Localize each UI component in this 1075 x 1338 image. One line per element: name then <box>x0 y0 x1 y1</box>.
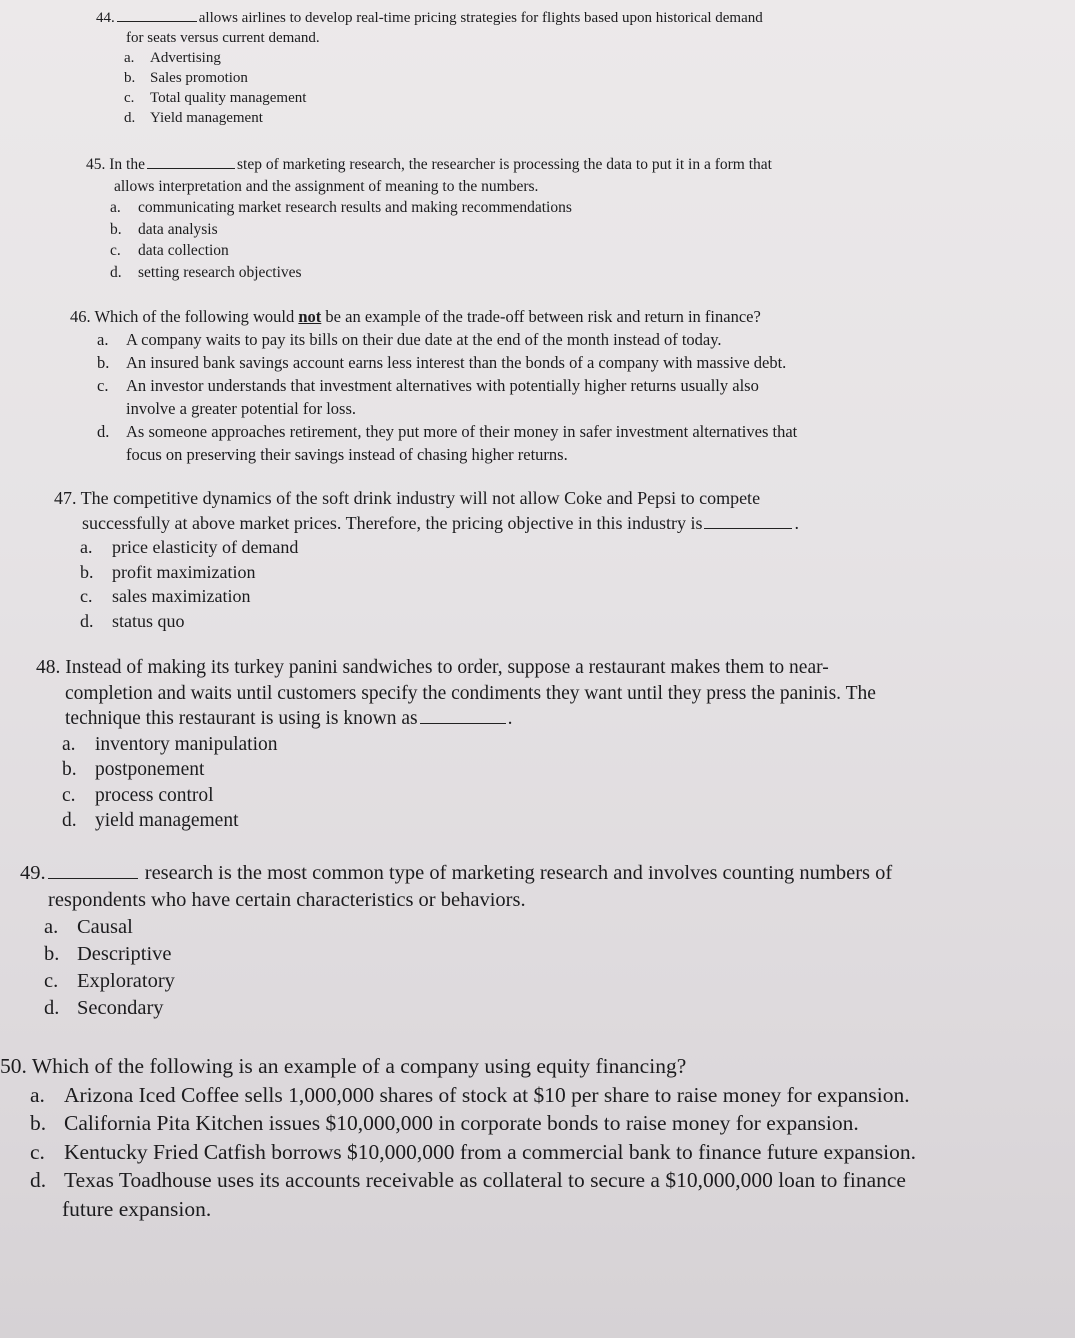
option-c-continued: involve a greater potential for loss. <box>126 399 357 418</box>
option-a: a. communicating market research results and making recommendations <box>110 199 572 216</box>
option-a: a. inventory manipulation <box>62 733 278 755</box>
question-46 <box>70 305 797 466</box>
question-48 <box>36 655 876 834</box>
stem-text-continued: completion and waits until customers specify the condiments they want until they press the paninis. The <box>65 682 876 704</box>
option-c: c. Kentucky Fried Catfish borrows $10,000,000 from a commercial bank to finance future expansion. <box>30 1139 917 1164</box>
option-c: c. Total quality management <box>124 90 307 106</box>
option-b: b. profit maximization <box>80 561 256 582</box>
question-number: 49. <box>20 862 46 884</box>
stem-text-continued: for seats versus current demand. <box>126 30 320 46</box>
answer-blank <box>704 527 792 529</box>
question-49 <box>20 860 892 1022</box>
option-d: d. yield management <box>62 810 239 831</box>
stem-text-continued: respondents who have certain characteristics or behaviors. <box>48 889 526 911</box>
question-47 <box>54 486 799 633</box>
option-c: c. process control <box>62 784 214 806</box>
option-c: c. data collection <box>110 242 229 259</box>
stem-text: allows airlines to develop real-time pricing strategies for flights based upon historical demand <box>198 10 763 26</box>
option-b: b. data analysis <box>110 220 218 238</box>
option-d: d. status quo <box>80 610 185 631</box>
answer-blank <box>117 20 197 22</box>
option-d: d. setting research objectives <box>110 263 302 281</box>
stem-text-continued: successfully at above market prices. Therefore, the pricing objective in this industry is . <box>82 512 799 533</box>
option-b: b. An insured bank savings account earns less interest than the bonds of a company with massive debt. <box>97 353 787 372</box>
option-b: b. Sales promotion <box>124 70 248 86</box>
stem-text-continued: allows interpretation and the assignment of meaning to the numbers. <box>114 177 539 195</box>
question-stem: 46. Which of the following would not be an example of the trade-off between risk and return in finance? <box>70 307 761 326</box>
option-a: a. A company waits to pay its bills on their due date at the end of the month instead of today. <box>97 330 722 349</box>
option-d: d. Secondary <box>44 997 164 1019</box>
answer-blank <box>48 877 138 879</box>
question-stem: 49. research is the most common type of marketing research and involves counting numbers of <box>20 862 893 884</box>
option-d: d. As someone approaches retirement, they put more of their money in safer investment alternatives that <box>97 422 798 441</box>
question-50 <box>0 1052 916 1223</box>
option-a: a. price elasticity of demand <box>80 537 299 557</box>
stem-text-continued-2: technique this restaurant is using is known as . <box>65 708 513 729</box>
question-stem: 50. Which of the following is an example of a company using equity financing? <box>0 1054 687 1078</box>
question-45 <box>86 154 772 283</box>
question-stem <box>96 8 763 28</box>
option-d: d. Texas Toadhouse uses its accounts receivable as collateral to secure a $10,000,000 loan to finance <box>30 1168 906 1192</box>
option-c: c. sales maximization <box>80 586 251 606</box>
option-a: a. Advertising <box>124 50 221 66</box>
option-b: b. Descriptive <box>44 943 172 965</box>
option-a: a. Causal <box>44 916 133 938</box>
question-stem: 48. Instead of making its turkey panini sandwiches to order, suppose a restaurant makes them to near- <box>36 657 829 678</box>
answer-blank <box>147 167 235 169</box>
option-d-continued: focus on preserving their savings instead of chasing higher returns. <box>126 445 568 464</box>
option-c: c. An investor understands that investment alternatives with potentially higher returns usually also <box>97 376 759 395</box>
option-d-continued: future expansion. <box>62 1196 212 1221</box>
option-b: b. California Pita Kitchen issues $10,000,000 in corporate bonds to raise money for expansion. <box>30 1111 859 1135</box>
question-number: 44. <box>96 10 115 26</box>
option-b: b. postponement <box>62 759 205 780</box>
question-44 <box>96 8 763 128</box>
answer-blank <box>420 722 506 724</box>
option-a: a. Arizona Iced Coffee sells 1,000,000 shares of stock at $10 per share to raise money for expansion. <box>30 1082 910 1107</box>
question-stem: 45. In the step of marketing research, the researcher is processing the data to put it in a form that <box>86 156 772 173</box>
option-d: d. Yield management <box>124 110 263 126</box>
option-c: c. Exploratory <box>44 970 175 992</box>
emphasis-not: not <box>298 307 322 326</box>
question-stem: 47. The competitive dynamics of the soft drink industry will not allow Coke and Pepsi to compete <box>54 488 761 508</box>
